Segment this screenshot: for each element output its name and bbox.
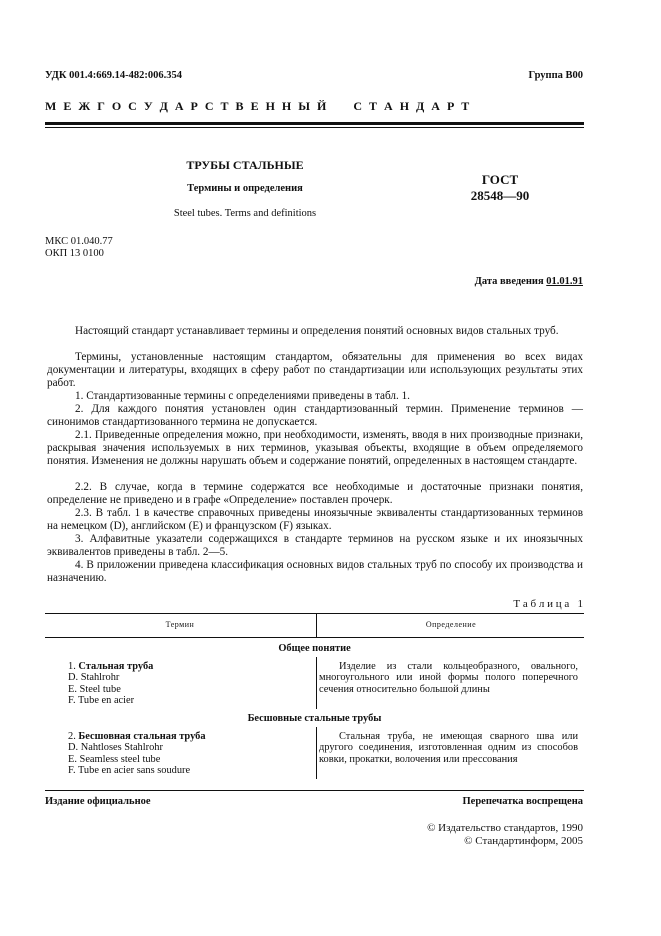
term-name: Стальная труба (78, 661, 154, 672)
footer-rule (45, 790, 584, 791)
udk-code: УДК 001.4:669.14-482:006.354 (45, 70, 182, 81)
mks-code: МКС 01.040.77 (45, 236, 113, 247)
table-column-divider (316, 657, 317, 709)
document-subtitle: Термины и определения (187, 183, 303, 194)
paragraph-intro: Настоящий стандарт устанавливает термины и определения понятий основных видов стальных труб. (75, 325, 559, 337)
paragraph-4: 4. В приложении приведена классификация основных видов стальных труб по способу их производства и назначению. (47, 559, 583, 585)
table-header-divider (316, 613, 317, 637)
document-title: ТРУБЫ СТАЛЬНЫЕ (186, 158, 304, 172)
paragraph-3: 3. Алфавитные указатели содержащихся в стандарте терминов на русском языке и их иноязычных эквивалентов приведены в табл. 2—5. (47, 533, 583, 559)
gost-number: 28548—90 (470, 188, 530, 203)
intro-date-value: 01.01.91 (546, 276, 583, 287)
table-header-rule (45, 637, 584, 638)
term-name: Бесшовная стальная труба (78, 731, 206, 742)
term-english: E. Seamless steel tube (68, 753, 161, 765)
interstate-standard-banner: М Е Ж Г О С У Д А Р С Т В Е Н Н Ы Й С Т А Н Д А Р Т (45, 99, 472, 113)
gost-label: ГОСТ (481, 172, 519, 187)
section-heading: Бесшовные стальные трубы (247, 713, 382, 724)
table-row (68, 731, 308, 776)
table-header-definition: Определение (425, 620, 477, 629)
term-german: D. Stahlrohr (68, 672, 120, 684)
term-french: F. Tube en acier (68, 694, 135, 706)
intro-date-label: Дата введения (474, 276, 544, 287)
header-rule-thin (45, 127, 584, 128)
paragraph-2-2: 2.2. В случае, когда в термине содержатся все необходимые и достаточные признаки понятия, определение не приведено и в графе «Определение» поставлен прочерк. (47, 481, 583, 507)
copyright-2005: © Стандартинформ, 2005 (464, 835, 583, 847)
reprint-prohibited: Перепечатка воспрещена (462, 796, 583, 807)
term-definition: Стальная труба, не имеющая сварного шва или другого соединения, изготовленная одним из способов ковки, прокатки, волочения или прессования (319, 731, 578, 765)
copyright-1990: © Издательство стандартов, 1990 (427, 822, 583, 834)
table-caption: Т а б л и ц а 1 (513, 598, 583, 610)
section-heading: Общее понятие (278, 643, 351, 654)
paragraph-terms-mandatory: Термины, установленные настоящим стандартом, обязательны для применения во всех видах документации и литературы, входящих в сферу работ по стандартизации или использующих результаты этих работ. (47, 351, 583, 390)
header-rule-thick (45, 122, 584, 125)
term-german: D. Nahtloses Stahlrohr (68, 742, 163, 754)
paragraph-2-3: 2.3. В табл. 1 в качестве справочных приведены иноязычные эквиваленты стандартизованных терминов на немецком (D), английском (E) и французском (F) языках. (47, 507, 583, 533)
paragraph-1: 1. Стандартизованные термины с определениями приведены в табл. 1. (75, 390, 410, 402)
term-english: E. Steel tube (68, 683, 121, 695)
paragraph-2-1: 2.1. Приведенные определения можно, при необходимости, изменять, вводя в них производные признаки, раскрывая значения используемых в них терминов, указывая объекты, входящие в объем определяемого понятия. Изменения не должны нарушать объем и содержание понятий, определенных в настоящем стандарте. (47, 429, 583, 468)
paragraph-2: 2. Для каждого понятия установлен один стандартизованный термин. Применение терминов — синонимов стандартизованного термина не допускается. (47, 403, 583, 429)
table-row (68, 661, 308, 706)
group-code: Группа В00 (528, 70, 583, 81)
table-top-rule (45, 613, 584, 614)
okp-code: ОКП 13 0100 (45, 248, 104, 259)
intro-date (475, 276, 583, 287)
term-definition: Изделие из стали кольцеобразного, овального, многоугольного или иной формы полого поперечного сечения относительно большой длины (319, 661, 578, 695)
term-number: 2. (68, 731, 76, 742)
term-number: 1. (68, 661, 76, 672)
official-edition: Издание официальное (45, 796, 151, 807)
table-column-divider (316, 727, 317, 779)
document-title-english: Steel tubes. Terms and definitions (173, 208, 317, 219)
table-header-term: Термин (165, 620, 195, 629)
term-french: F. Tube en acier sans soudure (68, 764, 191, 776)
